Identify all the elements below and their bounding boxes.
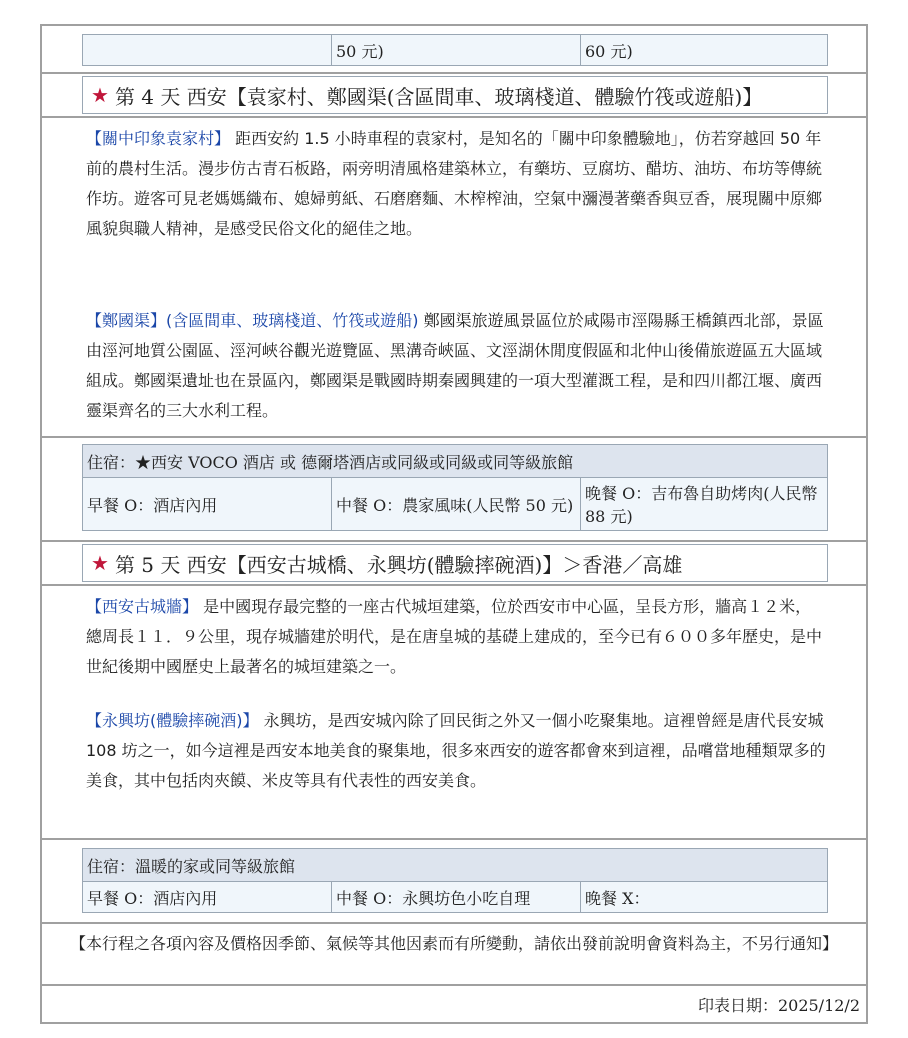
day5-dinner: 晚餐 X： [581,882,828,913]
disclaimer-note: 【本行程之各項內容及價格因季節、氣候等其他因素而有所變動，請依出發前說明會資料為主，不另行通知】 [69,934,838,953]
day4-header [82,76,828,114]
day5-paragraph-2 [86,706,826,796]
day5-tag-2: 【永興坊(體驗摔碗酒)】 [86,711,259,730]
day5-lunch: 中餐 O：永興坊色小吃自理 [332,882,581,913]
day4-lunch: 中餐 O：農家風味(人民幣 50 元) [332,478,581,531]
day5-header [82,544,828,582]
divider [40,984,868,986]
divider [40,584,868,586]
day4-breakfast: 早餐 O：酒店內用 [83,478,332,531]
day5-accommodation-table [82,848,828,913]
divider [40,72,868,74]
day5-breakfast: 早餐 O：酒店內用 [83,882,332,913]
top-cell-2: 50 元) [332,35,581,66]
day4-hotel: 住宿：★西安 VOCO 酒店 或 德爾塔酒店或同級或同級或同等級旅館 [83,445,828,478]
day4-title: 第 4 天 西安【袁家村、鄭國渠(含區間車、玻璃棧道、體驗竹筏或遊船)】 [114,84,763,109]
day4-paragraph-2 [86,306,826,426]
day4-text-1: 距西安約 1.5 小時車程的袁家村，是知名的「關中印象體驗地」，仿若穿越回 50 年前的農村生活。漫步仿古青石板路，兩旁明清風格建築林立，有藥坊、豆腐坊、醋坊、油坊、布坊等傳統作坊。遊客可見老媽媽織布、媳婦剪紙、石磨磨麵、木榨榨油，空氣中瀰漫著藥香與豆香，展現關中原鄉風貌與職人精神，是感受民俗文化的絕佳之地。 [86,129,823,238]
day4-dinner: 晚餐 O：吉布魯自助烤肉(人民幣 88 元) [581,478,828,531]
day5-title: 第 5 天 西安【西安古城橋、永興坊(體驗摔碗酒)】＞香港／高雄 [114,552,683,577]
day5-text-1: 是中國現存最完整的一座古代城垣建築，位於西安市中心區，呈長方形，牆高１２米，總周長１１．９公里，現存城牆建於明代，是在唐皇城的基礎上建成的，至今已有６００多年歷史，是中世紀後期中國歷史上最著名的城垣建築之一。 [86,597,823,676]
day5-tag-1: 【西安古城牆】 [86,597,199,616]
divider [40,116,868,118]
day4-tag-1: 【關中印象袁家村】 [86,129,231,148]
divider [40,436,868,438]
day4-paragraph-1 [86,124,826,244]
star-icon: ★ [91,551,109,575]
day4-tag-2: 【鄭國渠】(含區間車、玻璃棧道、竹筏或遊船) [86,311,419,330]
day5-hotel: 住宿：溫暖的家或同等級旅館 [83,849,828,882]
top-cell-3: 60 元) [581,35,828,66]
print-date: 印表日期：2025/12/2 [697,996,860,1015]
top-cell-1 [83,35,332,66]
day4-text-2: 鄭國渠旅遊風景區位於咸陽市涇陽縣王橋鎮西北部，景區由涇河地質公園區、涇河峽谷觀光遊覽區、黑溝奇峽區、文涇湖休閒度假區和北仲山後備旅遊區五大區域組成。鄭國渠遺址也在景區內，鄭國渠是戰國時期秦國興建的一項大型灌溉工程，是和四川都江堰、廣西靈渠齊名的三大水利工程。 [86,311,824,420]
top-meal-table [82,34,828,66]
divider [40,540,868,542]
star-icon: ★ [91,83,109,107]
day5-text-2: 永興坊，是西安城內除了回民街之外又一個小吃聚集地。這裡曾經是唐代長安城 108 坊之一，如今這裡是西安本地美食的聚集地，很多來西安的遊客都會來到這裡，品嚐當地種類眾多的美食，其中包括肉夾饃、米皮等具有代表性的西安美食。 [86,711,826,790]
divider [40,922,868,924]
day4-accommodation-table [82,444,828,531]
divider [40,838,868,840]
day5-paragraph-1 [86,592,826,682]
